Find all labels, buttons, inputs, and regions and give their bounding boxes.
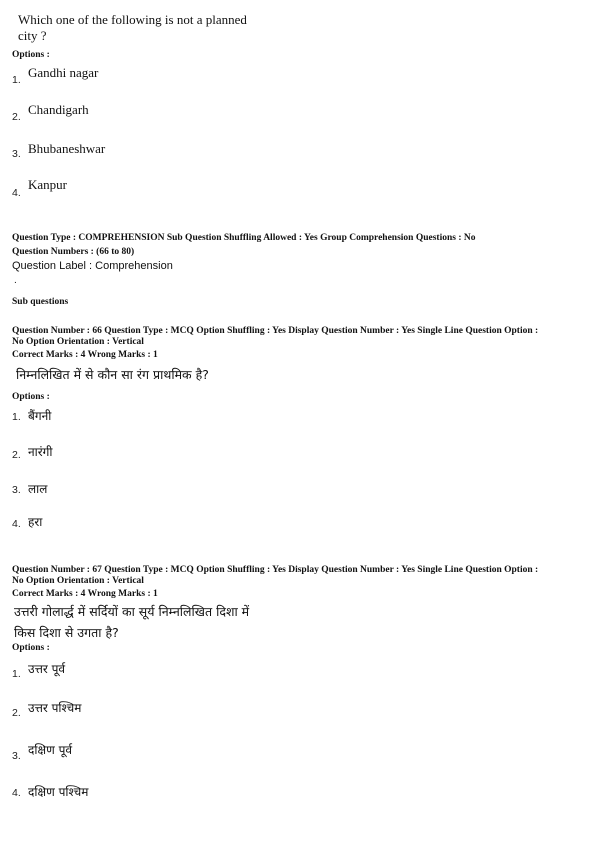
option-text[interactable]: Chandigarh bbox=[28, 102, 89, 117]
sub-questions-heading: Sub questions bbox=[12, 297, 69, 307]
q66-meta-line1: Question Number : 66 Question Type : MCQ Option Shuffling : Yes Display Question Number : Yes Single Line Question Option : bbox=[12, 326, 539, 336]
comprehension-numbers-line: Question Numbers : (66 to 80) bbox=[12, 247, 135, 257]
option-text[interactable]: नारंगी bbox=[28, 445, 53, 459]
q66-options-label: Options : bbox=[12, 392, 50, 402]
option-number: 3. bbox=[12, 484, 21, 496]
option-text[interactable]: उत्तर पश्चिम bbox=[28, 701, 82, 715]
dot-marker: . bbox=[14, 275, 17, 286]
option-text[interactable]: उत्तर पूर्व bbox=[28, 662, 66, 676]
option-text[interactable]: Gandhi nagar bbox=[28, 65, 99, 80]
option-text[interactable]: लाल bbox=[28, 482, 48, 496]
option-number: 2. bbox=[12, 449, 21, 461]
q66-meta-line2: No Option Orientation : Vertical bbox=[12, 337, 144, 347]
option-number: 1. bbox=[12, 74, 21, 86]
comprehension-type-line: Question Type : COMPREHENSION Sub Question Shuffling Allowed : Yes Group Comprehension Questions : No bbox=[12, 233, 476, 243]
question-label-line: Question Label : Comprehension bbox=[12, 260, 173, 272]
option-number: 2. bbox=[12, 111, 21, 123]
option-number: 1. bbox=[12, 668, 21, 680]
option-text[interactable]: हरा bbox=[28, 515, 43, 529]
option-number: 4. bbox=[12, 187, 21, 199]
q67-text-line1: उत्तरी गोलार्द्ध में सर्दियों का सूर्य निम्नलिखित दिशा में bbox=[14, 604, 250, 619]
q67-meta-line2: No Option Orientation : Vertical bbox=[12, 576, 144, 586]
option-number: 1. bbox=[12, 411, 21, 423]
option-text[interactable]: Kanpur bbox=[28, 177, 67, 192]
question-text-line2: city ? bbox=[18, 28, 47, 43]
q67-meta-line1: Question Number : 67 Question Type : MCQ Option Shuffling : Yes Display Question Number : Yes Single Line Question Option : bbox=[12, 565, 539, 575]
options-label: Options : bbox=[12, 50, 50, 60]
option-number: 4. bbox=[12, 518, 21, 530]
option-number: 3. bbox=[12, 750, 21, 762]
option-number: 3. bbox=[12, 148, 21, 160]
q66-marks: Correct Marks : 4 Wrong Marks : 1 bbox=[12, 350, 158, 360]
option-text[interactable]: Bhubaneshwar bbox=[28, 141, 106, 156]
q67-text-line2: किस दिशा से उगता है? bbox=[14, 625, 119, 640]
option-number: 4. bbox=[12, 787, 21, 799]
q67-marks: Correct Marks : 4 Wrong Marks : 1 bbox=[12, 589, 158, 599]
question-text-line1: Which one of the following is not a planned bbox=[18, 12, 247, 27]
option-number: 2. bbox=[12, 707, 21, 719]
q67-options-label: Options : bbox=[12, 643, 50, 653]
option-text[interactable]: बैंगनी bbox=[28, 409, 52, 423]
option-text[interactable]: दक्षिण पश्चिम bbox=[28, 785, 89, 799]
option-text[interactable]: दक्षिण पूर्व bbox=[28, 743, 73, 757]
q66-text: निम्नलिखित में से कौन सा रंग प्राथमिक है? bbox=[16, 367, 209, 382]
